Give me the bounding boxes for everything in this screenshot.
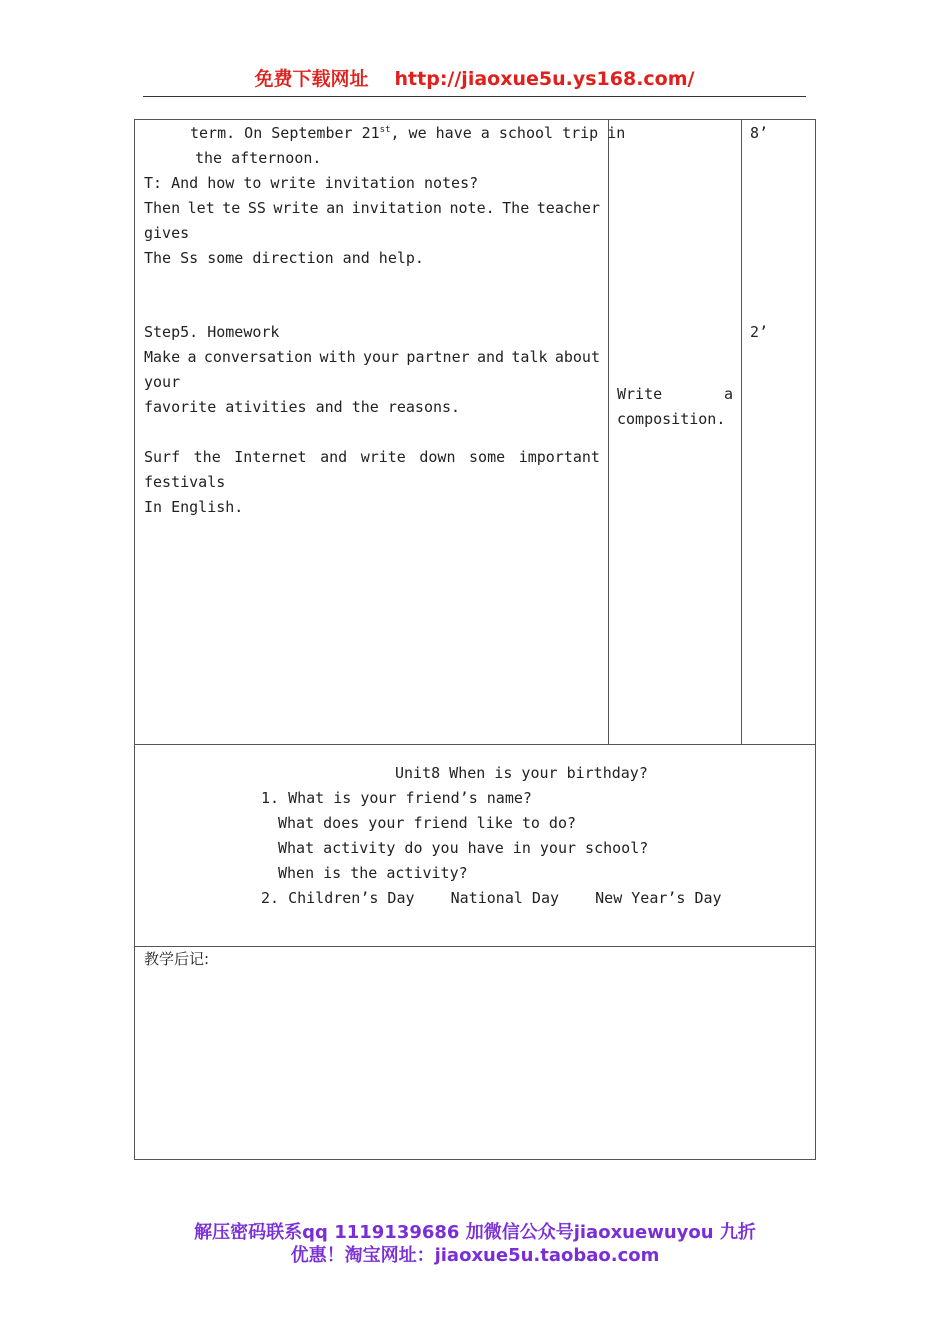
homework-line: festivals (144, 473, 226, 491)
header-url: http://jiaoxue5u.ys168.com/ (394, 68, 695, 90)
activity-line: Then let te SS write an invitation note. The teacher (144, 199, 600, 217)
board-item: What activity do you have in your school? (278, 839, 649, 857)
board-item: 1. What is your friend’s name? (261, 789, 532, 807)
homework-line: favorite ativities and the reasons. (144, 398, 461, 416)
homework-line: Make a conversation with your partner and talk about (144, 348, 600, 366)
page-header (143, 64, 806, 97)
activity-line: the afternoon. (195, 149, 322, 167)
board-item: What does your friend like to do? (278, 814, 577, 832)
step5-title: Step5. Homework (144, 323, 280, 341)
header-label: 免费下载网址 (254, 68, 369, 90)
activity-line: The Ss some direction and help. (144, 249, 424, 267)
homework-line: your (144, 373, 181, 391)
homework-line: In English. (144, 498, 244, 516)
activity-line: T: And how to write invitation notes? (144, 174, 479, 192)
time-step5: 2’ (750, 323, 769, 341)
board-title: Unit8 When is your birthday? (395, 764, 648, 782)
time-step4: 8’ (750, 124, 769, 142)
activity-line: gives (144, 224, 190, 242)
purpose-line: composition. (617, 410, 726, 428)
footer-line2: 优惠！淘宝网址：jiaoxue5u.taobao.com (290, 1245, 660, 1266)
column-divider-time (741, 119, 742, 745)
column-divider-purpose (608, 119, 609, 745)
homework-line: Surf the Internet and write down some important (144, 448, 600, 466)
activity-line: term. On September 21st, we have a school trip in (190, 124, 626, 142)
board-item: 2. Children’s Day National Day New Year’s Day (261, 889, 722, 907)
purpose-line: Write a (617, 385, 733, 403)
reflection-label: 教学后记: (144, 950, 210, 968)
board-item: When is the activity? (278, 864, 468, 882)
footer-line1: 解压密码联系qq 1119139686 加微信公众号jiaoxuewuyou 九折 (194, 1222, 756, 1243)
reflection-box (134, 946, 816, 1160)
